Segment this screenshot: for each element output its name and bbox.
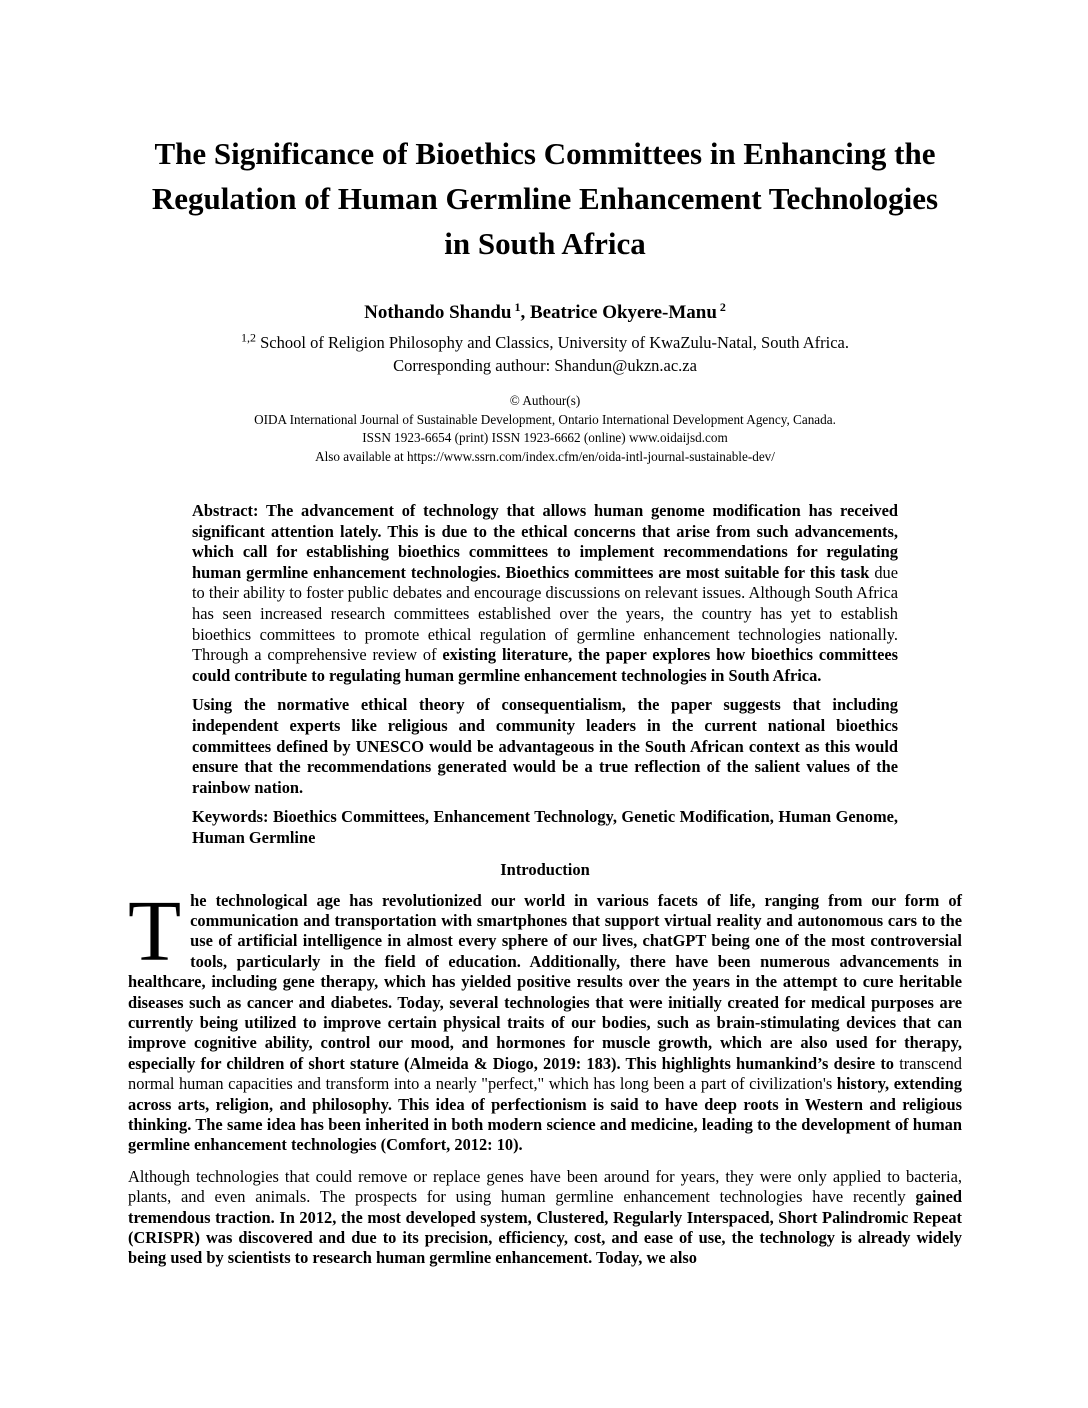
introduction-section — [128, 881, 962, 1269]
authors-separator: , — [520, 302, 530, 323]
paper-title — [128, 131, 962, 266]
drop-cap: T — [128, 881, 182, 979]
intro-paragraph-1 — [128, 881, 962, 1156]
keywords-line: Keywords: Bioethics Committees, Enhancement Technology, Genetic Modification, Human Genome, Human Germline — [192, 807, 899, 847]
availability-line: Also available at https://www.ssrn.com/index.cfm/en/oida-intl-journal-sustainable-dev/ — [315, 448, 775, 464]
paper-title-line-2: Regulation of Human Germline Enhancement Technologies — [151, 181, 939, 216]
authors-line — [128, 301, 962, 325]
abstract-section — [192, 501, 898, 849]
introduction-heading: Introduction — [500, 859, 590, 879]
issn-line: ISSN 1923-6654 (print) ISSN 1923-6662 (online) www.oidaijsd.com — [362, 430, 728, 445]
author-superscript-1: 1 — [514, 299, 521, 314]
abstract-paragraph-2: Using the normative ethical theory of consequentialism, the paper suggests that including independent experts like religious and community leaders in the current national bioethics committees defined by UNESCO would be advantageous in the South African context as this would ensure that the recommendations generated would be a true reflection of the salient values of the rainbow nation. — [192, 695, 898, 797]
corresponding-author-line: Corresponding authour: Shandun@ukzn.ac.za — [393, 356, 697, 375]
author-superscript-2: 2 — [719, 299, 726, 314]
paper-title-line-1: The Significance of Bioethics Committees in Enhancing the — [154, 136, 936, 171]
intro-paragraph-1-text: he technological age has revolutionized our world in various facets of life, ranging from our form of communication and transportation with smartphones that support virtual reality and autonomous cars to the use of artificial intelligence in almost every sphere of our lives, chatGPT being one of the most controversial tools, particularly in the field of education. Additionally, there have been numerous advancements in healthcare, including gene therapy, which has yielded positive results over the years in the attempt to cure heritable diseases such as cancer and diabetes. Today, several technologies that were initially created for medical purposes are currently being utilized to improve certain physical traits of our bodies, such as brain-stimulating devices that can improve cognitive ability, control our mood, and hormones for muscle growth, which are also used for therapy, especially for children of short stature (Almeida & Diogo, 2019: 183). This highlights humankind’s desire to transcend normal human capacities and transform into a nearly "perfect," which has long been a part of civilization's history, extending across arts, religion, and philosophy. This idea of perfectionism is said to have deep roots in Western and religious thinking. The same idea has been inherited in both modern science and medicine, leading to the development of human germline enhancement technologies (Comfort, 2012: 10). — [128, 890, 962, 1155]
paper-title-line-3: in South Africa — [444, 226, 646, 261]
abstract-paragraph-1: Abstract: The advancement of technology that allows human genome modification has received significant attention lately. This is due to the ethical concerns that arise from such advancements, which call for establishing bioethics committees to implement recommendations for regulating human germline enhancement technologies. Bioethics committees are most suitable for this task due to their ability to foster public debates and encourage discussions on relevant issues. Although South Africa has seen increased research committees established over the years, the country has yet to establish bioethics committees to promote ethical regulation of germline enhancement technologies nationally. Through a comprehensive review of existing literature, the paper explores how bioethics committees could contribute to regulating human germline enhancement technologies in South Africa. — [192, 501, 898, 685]
publisher-block — [128, 392, 962, 466]
affiliation-text: School of Religion Philosophy and Classics, University of KwaZulu-Natal, South Africa. — [255, 333, 850, 352]
affiliation-superscript: 1,2 — [240, 330, 256, 345]
author-name-1: Nothando Shandu — [364, 302, 512, 323]
affiliation-line — [128, 331, 962, 354]
intro-paragraph-2: Although technologies that could remove or replace genes have been around for years, they were only applied to bacteria, plants, and even animals. The prospects for using human germline enhancement technologies have recently gained tremendous traction. In 2012, the most developed system, Clustered, Regularly Interspaced, Short Palindromic Repeat (CRISPR) was discovered and due to its precision, efficiency, cost, and ease of use, the technology is already widely being used by scientists to research human germline enhancement. Today, we also — [128, 1166, 962, 1268]
author-name-2: Beatrice Okyere-Manu — [529, 302, 717, 323]
journal-line: OIDA International Journal of Sustainable Development, Ontario International Development Agency, Canada. — [254, 411, 836, 427]
copyright-line: © Authour(s) — [509, 393, 581, 408]
